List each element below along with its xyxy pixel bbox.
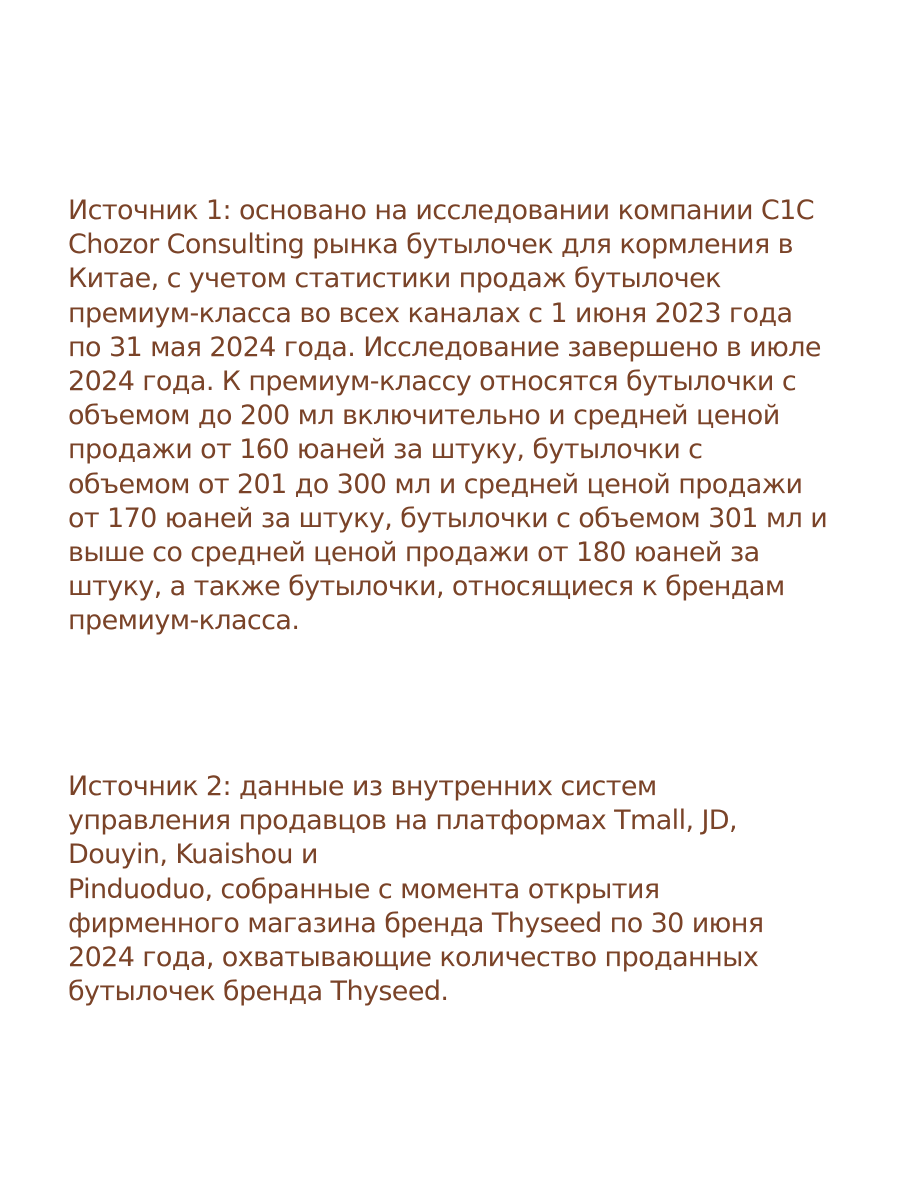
source-1-paragraph: Источник 1: основано на исследовании компании C1C Chozor Consulting рынка бутылочек для кормления в Китае, с учетом статистики продаж бутылочек премиум-класса во всех каналах с 1 июня 2023 года по 31 мая 2024 года. Исследование завершено в июле 2024 года. К премиум-классу относятся бутылочки с объемом до 200 мл включительно и средней ценой продажи от 160 юаней за штуку, бутылочки с объемом от 201 до 300 мл и средней ценой продажи от 170 юаней за штуку, бутылочки с объемом 301 мл и выше со средней ценой продажи от 180 юаней за штуку, а также бутылочки, относящиеся к брендам премиум-класса. bbox=[68, 195, 828, 637]
source-2-paragraph: Источник 2: данные из внутренних систем управления продавцов на платформах Tmall, JD, Douyin, Kuaishou и Pinduoduo, собранные с момента открытия фирменного магазина бренда Thyseed по 30 июня 2024 года, охватывающие количество проданных бутылочек бренда Thyseed. bbox=[68, 771, 764, 1008]
